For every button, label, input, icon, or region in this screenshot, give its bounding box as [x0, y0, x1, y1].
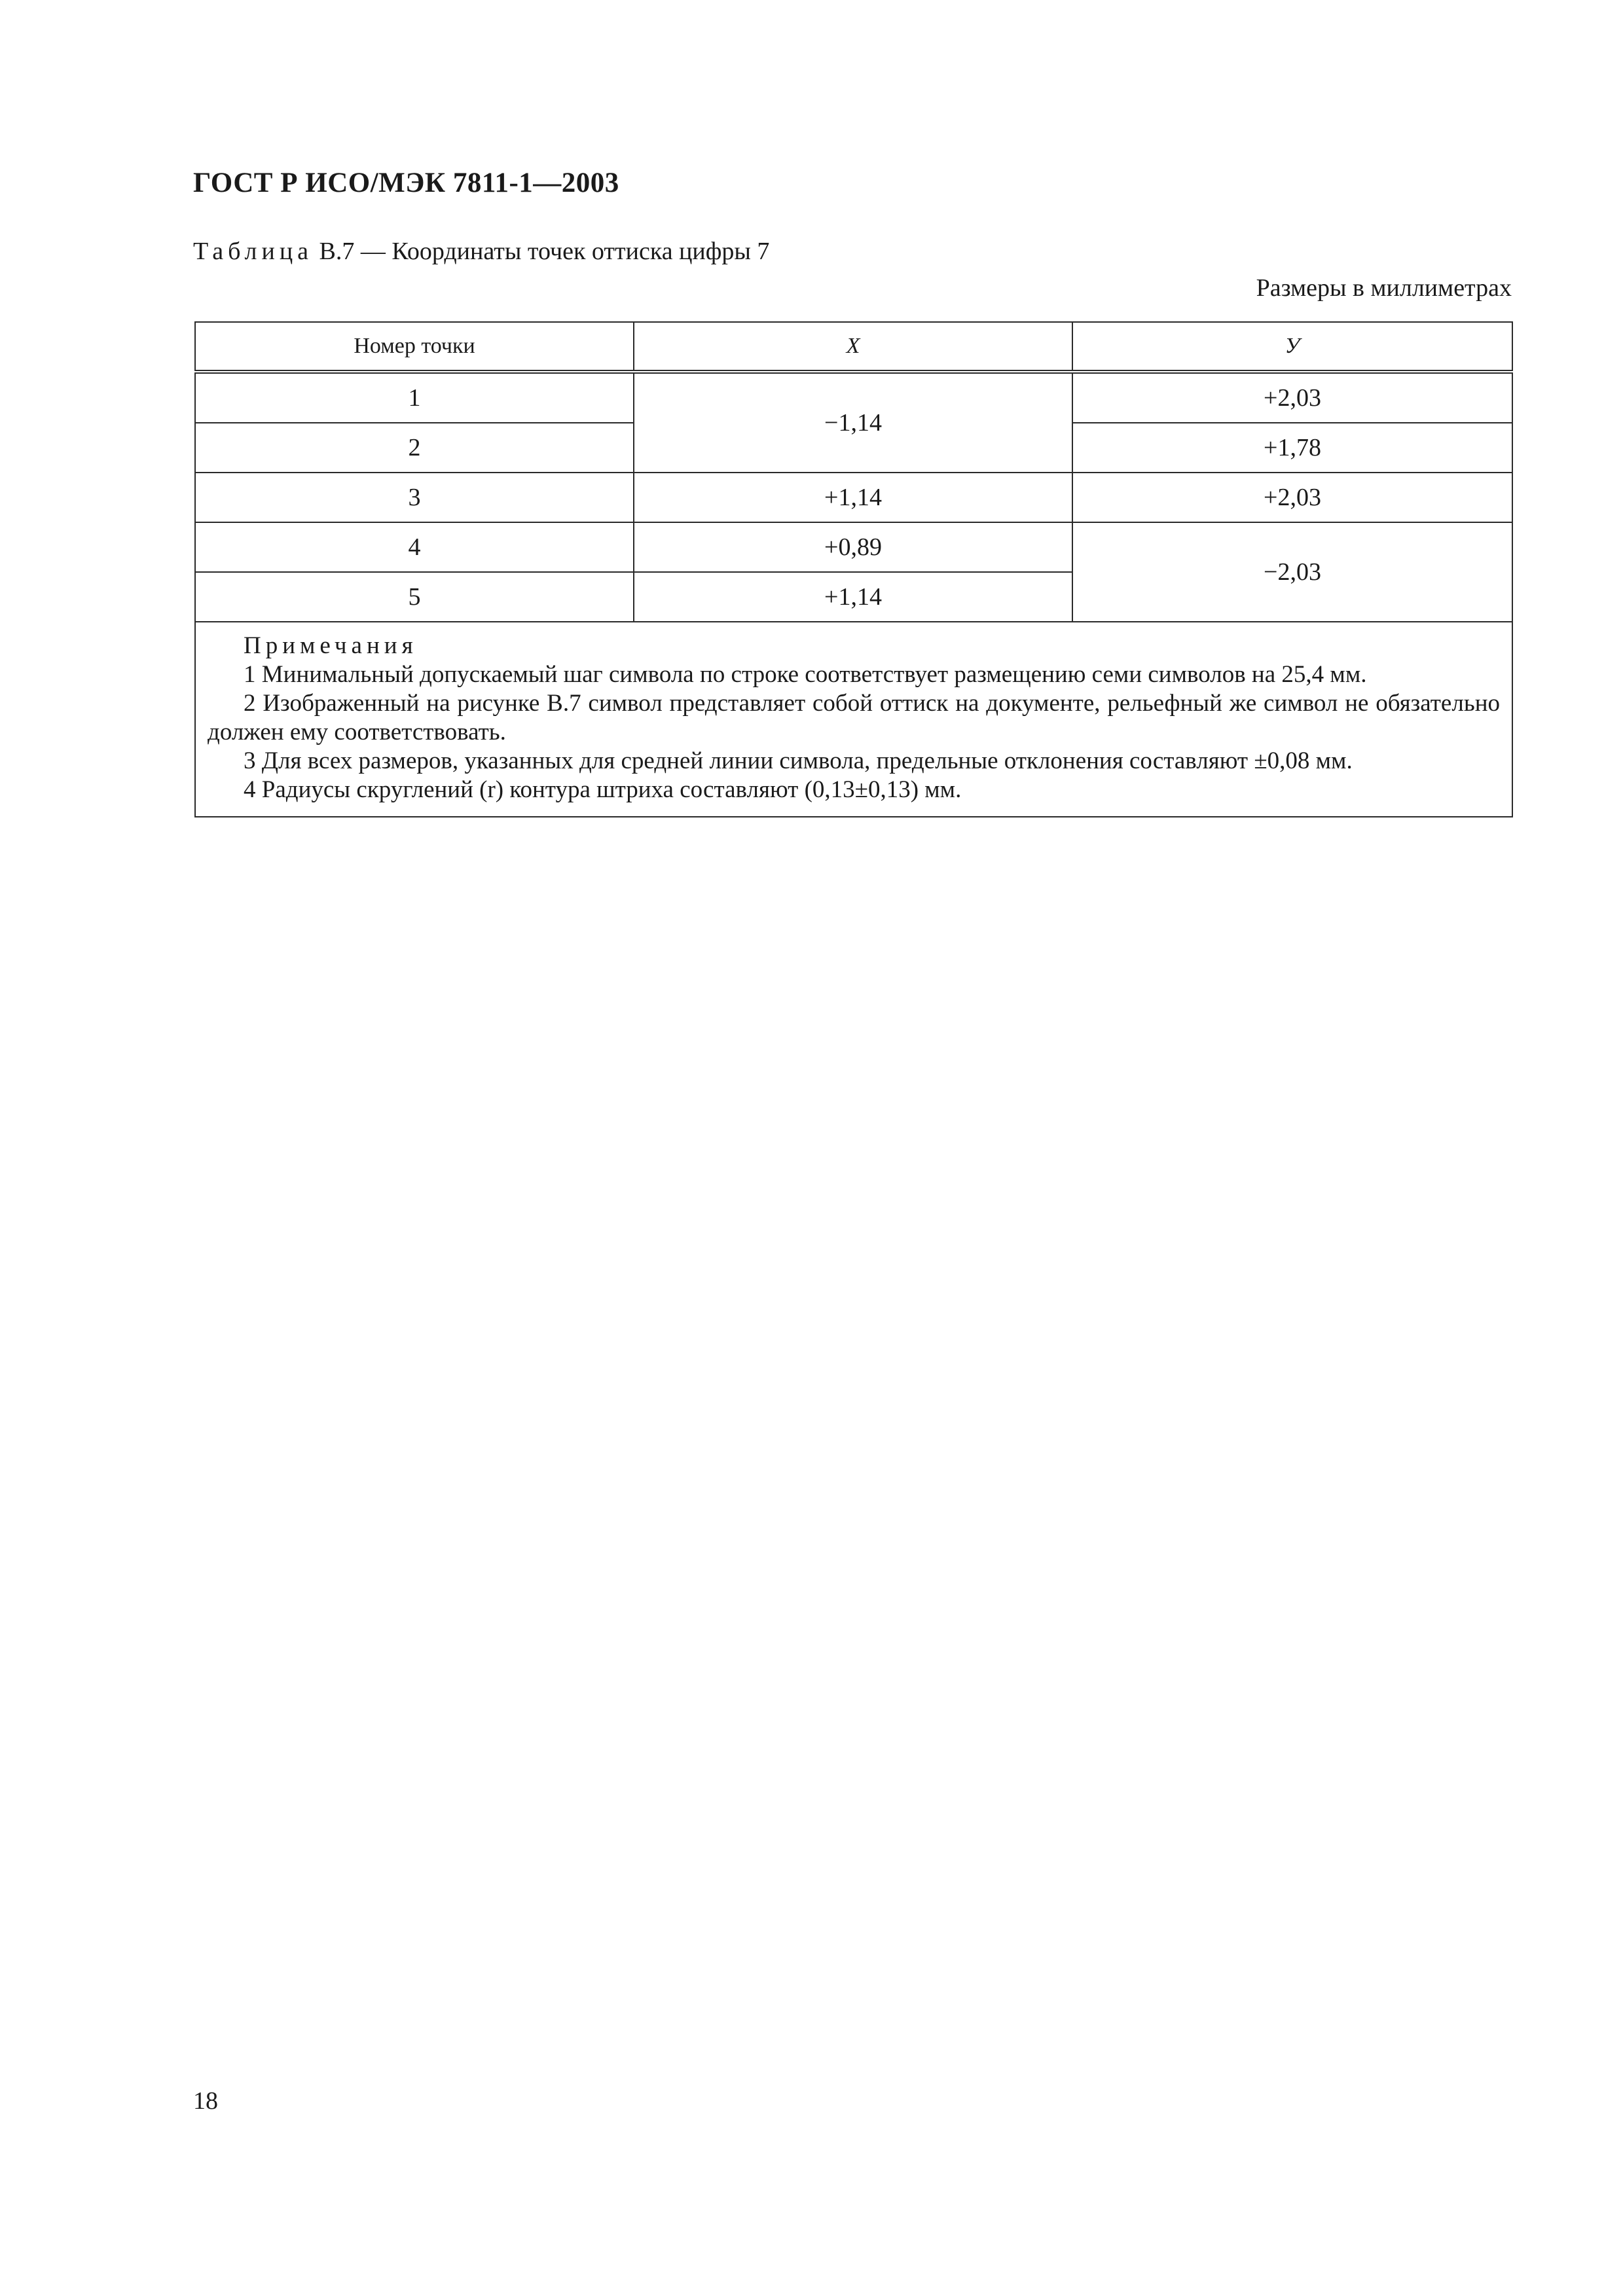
y-cell: +2,03	[1072, 372, 1512, 423]
column-header-point: Номер точки	[195, 322, 634, 372]
y-cell: +1,78	[1072, 423, 1512, 473]
point-cell: 5	[195, 572, 634, 622]
note-item: 2 Изображенный на рисунке В.7 символ представляет собой оттиск на документе, рельефный же символ не обязательно должен ему соответствовать.	[208, 690, 1500, 745]
note-item: 1 Минимальный допускаемый шаг символа по строке соответствует размещению семи символов на 25,4 мм.	[244, 661, 1367, 688]
column-header-x: X	[634, 322, 1072, 372]
table-row	[195, 522, 1512, 572]
table-caption-prefix: Таблица	[193, 238, 314, 265]
page-number: 18	[193, 2087, 218, 2115]
table-row	[195, 372, 1512, 423]
point-cell: 3	[195, 473, 634, 522]
table-caption-text: В.7 — Координаты точек оттиска цифры 7	[313, 238, 770, 265]
x-cell: +1,14	[634, 473, 1072, 522]
units-note: Размеры в миллиметрах	[1256, 274, 1512, 302]
point-cell: 1	[195, 372, 634, 423]
point-cell: 2	[195, 423, 634, 473]
x-cell: −1,14	[634, 372, 1072, 473]
coordinates-table	[194, 321, 1513, 817]
table-row	[195, 473, 1512, 522]
x-cell: +0,89	[634, 522, 1072, 572]
y-cell: +2,03	[1072, 473, 1512, 522]
column-header-y: У	[1072, 322, 1512, 372]
table-header-row	[195, 322, 1512, 372]
notes-title: Примечания	[244, 632, 418, 659]
notes-row	[195, 622, 1512, 817]
x-cell: +1,14	[634, 572, 1072, 622]
y-cell: −2,03	[1072, 522, 1512, 622]
note-item: 4 Радиусы скруглений (r) контура штриха составляют (0,13±0,13) мм.	[244, 776, 962, 803]
table-caption	[193, 237, 769, 266]
point-cell: 4	[195, 522, 634, 572]
notes-cell	[195, 622, 1512, 817]
document-header: ГОСТ Р ИСО/МЭК 7811-1—2003	[193, 168, 619, 198]
note-item: 3 Для всех размеров, указанных для средней линии символа, предельные отклонения составляют ±0,08 мм.	[244, 747, 1353, 774]
